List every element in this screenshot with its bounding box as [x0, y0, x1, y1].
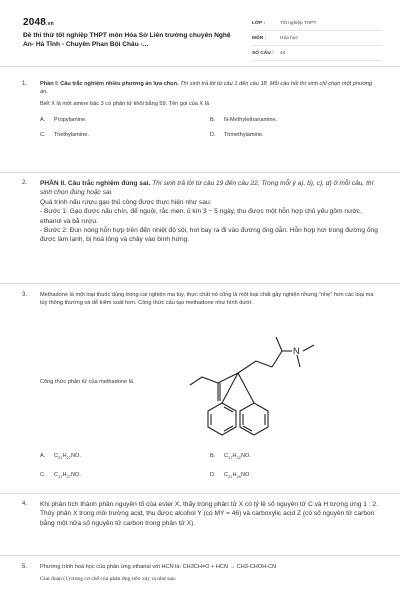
section-heading-italic: Thí sinh trả lời từ câu 1 đến câu 18. Mỗi câu hỏi thí sinh chỉ chọn một phương án. [40, 81, 373, 96]
option-d[interactable] [210, 132, 380, 138]
answer-options [40, 453, 380, 479]
option-text: $C_{17}H_{22}NO$. [224, 453, 251, 461]
option-text: $C_{21}H_{27}NO$. [54, 453, 81, 461]
meta-key: LỚP : [252, 20, 266, 26]
section-heading [40, 179, 380, 198]
header [0, 0, 400, 67]
logo-text: 2048 [23, 17, 47, 28]
option-text: Triethylamine. [54, 131, 89, 138]
option-letter: C. [40, 131, 46, 138]
question-text-line2: Giai đoạn (1) trong cơ chế của phản ứng trên xảy ra như sau: [40, 576, 177, 583]
meta-value: Tốt nghiệp THPT [280, 20, 317, 26]
option-text: N-Methylethanamine. [224, 116, 278, 123]
meta-key: MÔN : [252, 35, 267, 41]
question-number: 2. [22, 180, 28, 186]
option-letter: D. [210, 472, 216, 479]
divider [0, 493, 400, 494]
section-heading-bold: PHẦN II. Câu trắc nghiệm đúng sai. [40, 180, 151, 187]
option-letter: D. [210, 131, 216, 138]
question-text: Phương trình hoá học của phản ứng ethanal với HCN là: CH3CH=O + HCN → CH3-CHOH-CN [40, 564, 277, 570]
option-letter: B. [210, 116, 216, 123]
divider [0, 283, 400, 284]
option-letter: A. [40, 116, 46, 123]
meta-key: SỐ CÂU : [252, 50, 274, 56]
meta-row-class [252, 16, 382, 31]
meta-value: Hóa học [280, 35, 298, 41]
question-number: 4. [22, 501, 28, 507]
option-b[interactable] [210, 453, 380, 460]
exam-title: Đề thi thử tốt nghiệp THPT môn Hóa Sở Liên trường chuyên Nghệ An- Hà Tĩnh - Chuyên Phan Bội Châu -... [23, 32, 231, 48]
question-text: Khi phân tích thành phần nguyên tố của ester X, thấy trong phân tử X có tỷ lệ số nguyên tử C và H tương ứng 1 : 2. Thủy phân X trong môi trường acid, thu được alcohol Y (có MY = 46) và carboxylic acid Z (có số nguyên tử carbon bằng một nửa số nguyên tử carbon trong phân tử X). [40, 501, 378, 527]
option-letter: A. [40, 453, 46, 459]
paragraph: - Bước 1: Gạo được nấu chín, để nguội, rắc men, ủ kín 3 − 5 ngày, thu được một hỗn hợp chủ yếu gồm nước, ethanol và bã rượu. [40, 208, 362, 225]
question-body [40, 80, 380, 138]
methadone-structure-image [180, 327, 330, 447]
exam-meta [252, 16, 382, 61]
option-a[interactable] [40, 453, 210, 460]
divider [0, 172, 400, 173]
option-letter: C. [40, 472, 46, 479]
option-text: $C_{17}H_{27}NO$. [54, 472, 81, 480]
formula-label: Công thức phân tử của methadone là [40, 379, 134, 385]
paragraph: Quá trình nấu rượu gạo thủ công được thực hiện như sau: [40, 198, 212, 206]
option-text: $C_{21}H_{29}NO$. [224, 472, 251, 480]
meta-row-subject [252, 31, 382, 46]
question-stem: Biết X là một amine bậc 3 có phân tử khối bằng 59. Tên gọi của X là [40, 100, 210, 107]
option-letter: B. [210, 453, 216, 459]
section-heading-italic: Thí sinh trả lời từ câu 19 đến câu 22. Trong mỗi ý a), b), c), d) ở mỗi câu, thí sinh chọn đúng hoặc sai. [40, 180, 374, 197]
option-text: Trimethylamine. [224, 131, 264, 138]
option-c[interactable] [40, 472, 210, 479]
section-heading [40, 80, 380, 97]
question-body [40, 500, 380, 528]
formula-prompt [40, 378, 380, 386]
question-number: 5. [22, 564, 28, 570]
question-body [40, 291, 380, 308]
paragraph: - Bước 2: Đun nóng hỗn hợp trên đến nhiệt độ sôi, hơi bay ra đi vào đường ống dẫn. Hỗn hợp hơi trong đường ống được làm lạnh, bị hoá lỏng và chảy vào bình hứng. [40, 227, 378, 244]
section-heading-bold: Phần I: Câu trắc nghiệm nhiều phương án lựa chọn. [40, 81, 179, 87]
meta-row-count [252, 46, 382, 61]
answer-options-wrap [40, 453, 380, 479]
divider [0, 555, 400, 556]
nitrogen-label: N [293, 346, 300, 356]
option-d[interactable] [210, 472, 380, 479]
question-stem: Methadone là một loại thuốc dùng trong cai nghiện ma túy, thực chất nó cũng là một loại chất gây nghiện nhưng "nhẹ" hơn các loại ma túy thông thường và dễ kiểm soát hơn. Công thức cấu tạo methadone như hình dưới. [40, 292, 374, 307]
meta-value: 44 [280, 50, 286, 56]
option-text: Propylamine. [54, 116, 87, 123]
option-a[interactable] [40, 117, 210, 123]
answer-options [40, 117, 380, 138]
question-number: 1. [22, 81, 28, 87]
question-body [40, 563, 380, 584]
logo-suffix: .vn [46, 21, 54, 27]
question-number: 3. [22, 292, 28, 298]
option-c[interactable] [40, 132, 210, 138]
site-logo[interactable] [23, 17, 54, 28]
option-b[interactable] [210, 117, 380, 123]
question-body [40, 179, 380, 245]
